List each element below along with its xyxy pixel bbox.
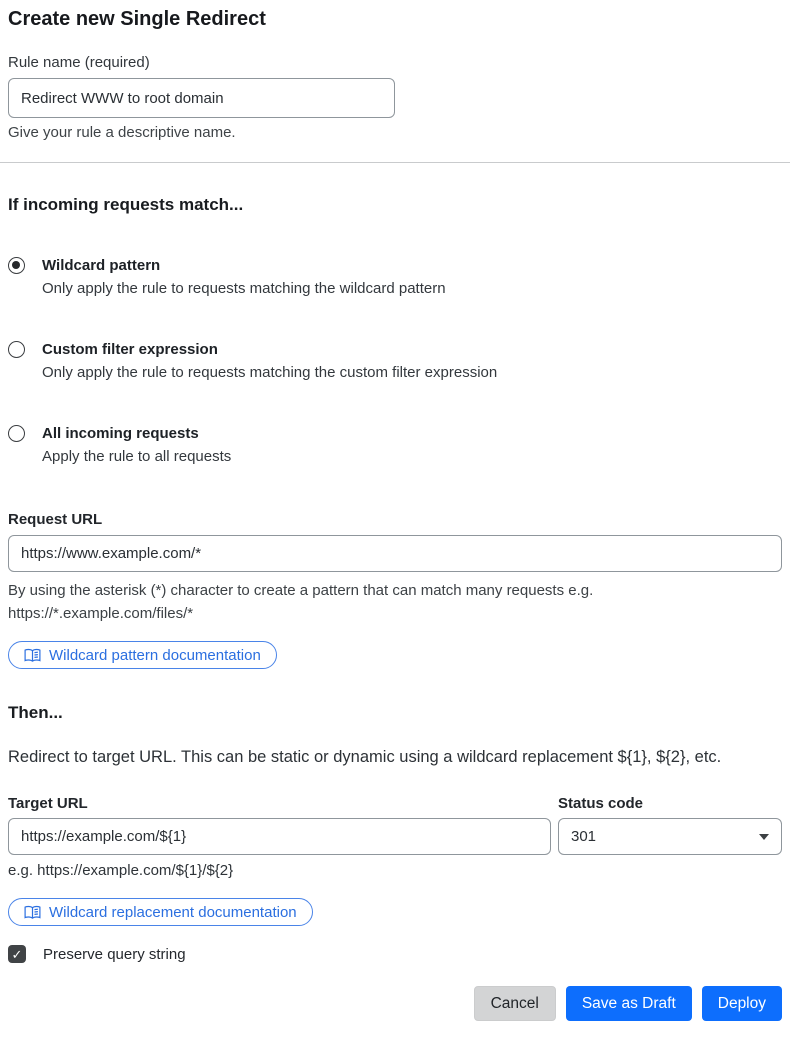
radio-desc-wildcard-pattern: Only apply the rule to requests matching the wildcard pattern bbox=[42, 277, 446, 300]
radio-label-custom-filter[interactable]: Custom filter expression bbox=[42, 339, 497, 361]
preserve-query-string-row[interactable] bbox=[8, 945, 782, 963]
radio-custom-filter[interactable] bbox=[8, 341, 25, 358]
cancel-button[interactable]: Cancel bbox=[474, 986, 556, 1021]
rule-name-label: Rule name (required) bbox=[8, 53, 782, 73]
radio-all-requests[interactable] bbox=[8, 425, 25, 442]
deploy-button[interactable]: Deploy bbox=[702, 986, 782, 1021]
preserve-query-string-label[interactable]: Preserve query string bbox=[43, 946, 186, 963]
request-url-input[interactable] bbox=[8, 535, 782, 572]
radio-label-wildcard-pattern[interactable]: Wildcard pattern bbox=[42, 255, 446, 277]
target-url-label: Target URL bbox=[8, 793, 551, 814]
chevron-down-icon bbox=[759, 834, 769, 840]
request-url-label: Request URL bbox=[8, 509, 782, 530]
target-url-help: e.g. https://example.com/${1}/${2} bbox=[8, 861, 551, 881]
section-divider bbox=[0, 162, 790, 163]
open-book-icon bbox=[24, 905, 41, 920]
radio-wildcard-pattern[interactable] bbox=[8, 257, 25, 274]
target-status-row bbox=[8, 793, 782, 881]
radio-desc-all-requests: Apply the rule to all requests bbox=[42, 445, 231, 468]
save-as-draft-button[interactable]: Save as Draft bbox=[566, 986, 692, 1021]
open-book-icon bbox=[24, 648, 41, 663]
match-section-heading: If incoming requests match... bbox=[8, 193, 782, 217]
page-title: Create new Single Redirect bbox=[8, 6, 782, 32]
match-type-radio-group bbox=[8, 255, 782, 469]
radio-option-custom-filter[interactable] bbox=[8, 339, 782, 385]
radio-label-all-requests[interactable]: All incoming requests bbox=[42, 423, 231, 445]
wildcard-replacement-doc-button[interactable] bbox=[8, 898, 313, 926]
radio-option-all-requests[interactable] bbox=[8, 423, 782, 469]
radio-desc-custom-filter: Only apply the rule to requests matching the custom filter expression bbox=[42, 361, 497, 384]
status-code-value: 301 bbox=[571, 828, 596, 845]
target-url-input[interactable] bbox=[8, 818, 551, 855]
then-section-heading: Then... bbox=[8, 701, 782, 724]
radio-option-wildcard-pattern[interactable] bbox=[8, 255, 782, 301]
wildcard-pattern-doc-label: Wildcard pattern documentation bbox=[49, 647, 261, 664]
request-url-help bbox=[8, 579, 782, 625]
preserve-query-string-checkbox[interactable] bbox=[8, 945, 26, 963]
rule-name-input[interactable] bbox=[8, 78, 395, 118]
request-url-help-line1: By using the asterisk (*) character to create a pattern that can match many requests e.g. bbox=[8, 579, 782, 602]
then-section-description: Redirect to target URL. This can be static or dynamic using a wildcard replacement ${1}, ${2}, etc. bbox=[8, 746, 782, 769]
footer-actions bbox=[8, 986, 782, 1021]
wildcard-pattern-doc-button[interactable] bbox=[8, 641, 277, 669]
wildcard-replacement-doc-label: Wildcard replacement documentation bbox=[49, 904, 297, 921]
status-code-label: Status code bbox=[558, 793, 782, 814]
checkmark-icon: ✓ bbox=[12, 948, 23, 961]
request-url-help-line2: https://*.example.com/files/* bbox=[8, 602, 782, 625]
status-code-select[interactable] bbox=[558, 818, 782, 855]
rule-name-help: Give your rule a descriptive name. bbox=[8, 123, 782, 143]
